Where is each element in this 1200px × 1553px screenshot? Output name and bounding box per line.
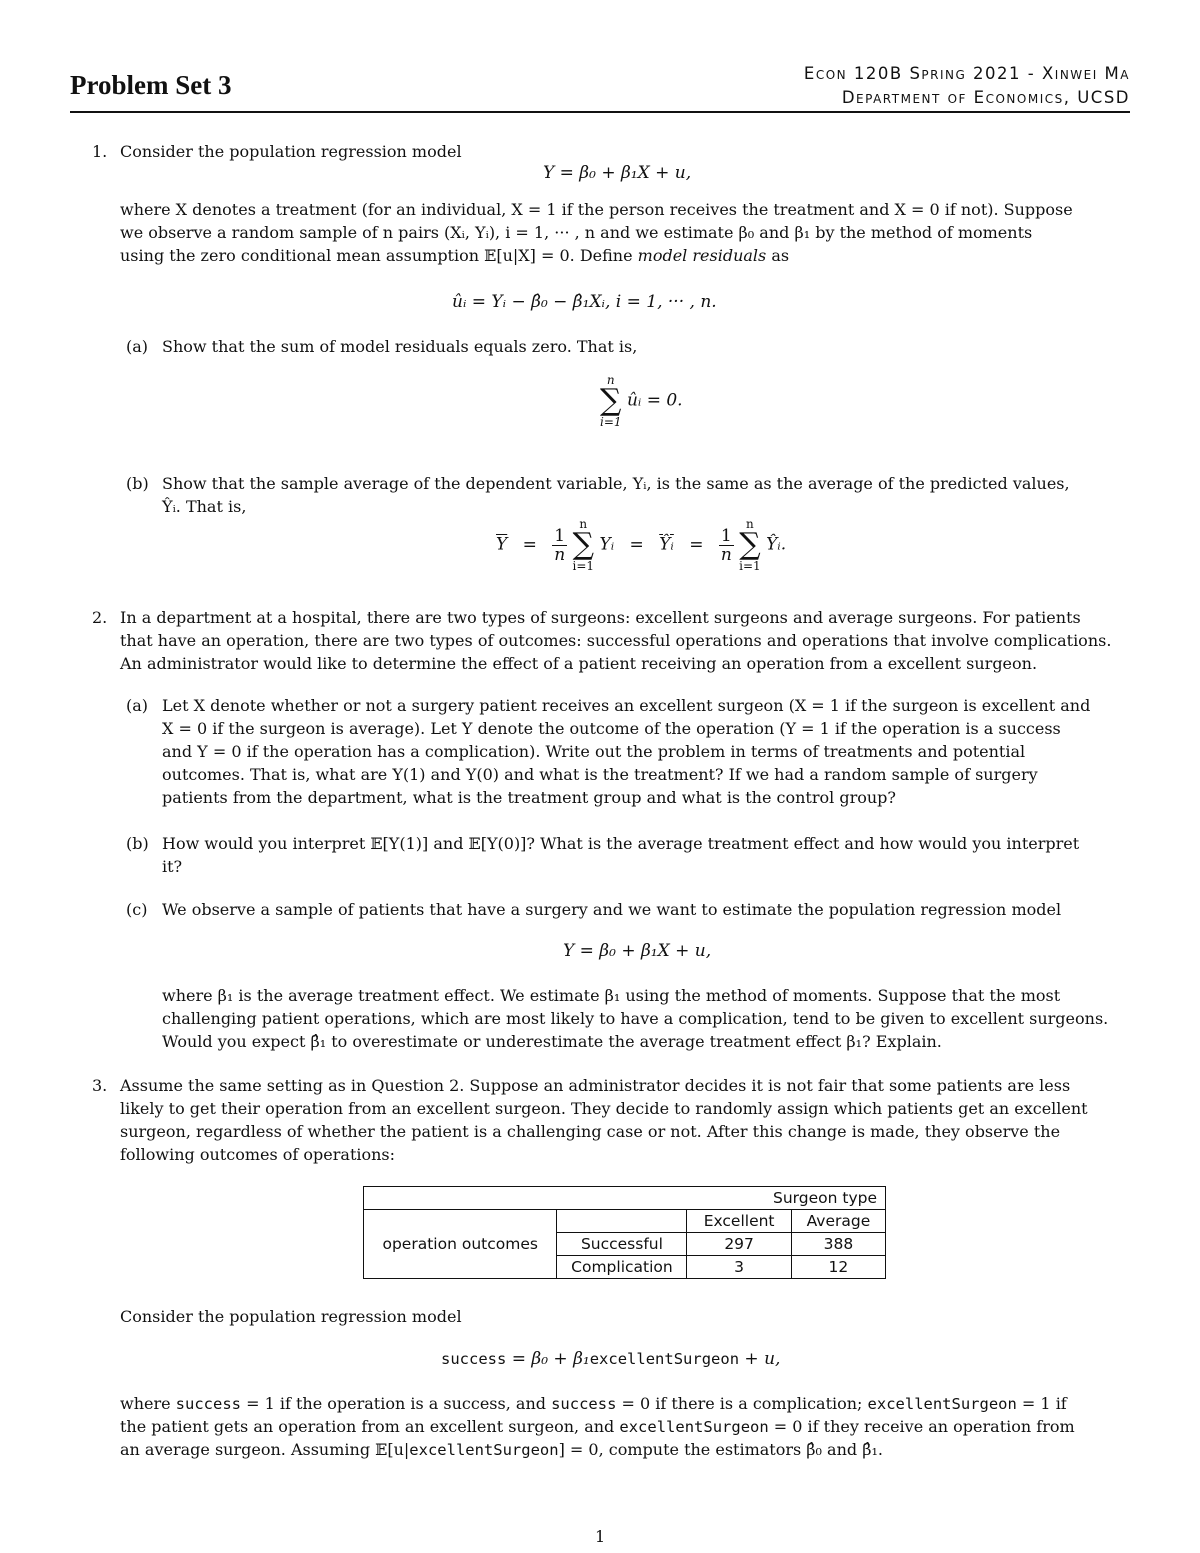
q1-intro: Consider the population regression model [120, 142, 462, 161]
q2c-line-2: where β₁ is the average treatment effect. We estimate β₁ using the method of moments. Suppose that the most [162, 986, 1061, 1005]
q2b-line-1: How would you interpret 𝔼[Y(1)] and 𝔼[Y(0)]? What is the average treatment effect and how would you interpret [162, 834, 1080, 853]
q3-where-line-3: an average surgeon. Assuming 𝔼[u|excellentSurgeon] = 0, compute the estimators β̂₀ and β̂₁. [120, 1440, 883, 1459]
q2-line-1: In a department at a hospital, there are two types of surgeons: excellent surgeons and average surgeons. For patients [120, 608, 1081, 627]
q1a-text: Show that the sum of model residuals equals zero. That is, [162, 337, 638, 356]
q1-model-equation: Y = β₀ + β₁X + u, [543, 163, 692, 183]
table-header-row [364, 1187, 886, 1210]
cell-successful-excellent: 297 [687, 1233, 791, 1256]
page-title: Problem Set 3 [70, 70, 232, 100]
q1-number: 1. [92, 142, 108, 161]
q3-number: 3. [92, 1076, 108, 1095]
row-label-complication: Complication [557, 1256, 687, 1279]
q3-line-3: surgeon, regardless of whether the patient is a challenging case or not. After this change is made, they observe the [120, 1122, 1061, 1141]
q2c-line-1: We observe a sample of patients that have a surgery and we want to estimate the population regression model [162, 900, 1062, 919]
q3-line-5: Consider the population regression model [120, 1307, 462, 1326]
q1-residual-equation: ûᵢ = Yᵢ − β̂₀ − β̂₁Xᵢ, i = 1, ··· , n. [452, 292, 717, 312]
q1b-average-equation: $\overline{Y}$ = $\frac{1}{n}$ n ∑ i=1 Yᵢ = $\overline{Ŷᵢ}$ = $\frac{1}{n}$ n ∑ i=1 Ŷᵢ. [496, 517, 787, 573]
q2b-line-2: it? [162, 857, 183, 876]
table-header-cell: Surgeon type [364, 1187, 886, 1210]
q3-model-equation: success = β₀ + β₁excellentSurgeon + u, [441, 1349, 781, 1369]
q2c-line-4: Would you expect β̂₁ to overestimate or underestimate the average treatment effect β₁? Explain. [162, 1032, 942, 1051]
q1a-sum-equation: n ∑ i=1 ûᵢ = 0. [600, 373, 683, 429]
cell-successful-average: 388 [791, 1233, 885, 1256]
page-number: 1 [595, 1527, 606, 1546]
q2a-line-5: patients from the department, what is the treatment group and what is the control group? [162, 788, 896, 807]
cell-complication-average: 12 [791, 1256, 885, 1279]
q1b-line-1: Show that the sample average of the dependent variable, Yᵢ, is the same as the average of the predicted values, [162, 474, 1070, 493]
course-info: Econ 120B Spring 2021 - Xinwei Ma [803, 64, 1130, 83]
q2b-label: (b) [126, 834, 149, 853]
column-header-excellent: Excellent [687, 1210, 791, 1233]
q3-where-line-2: the patient gets an operation from an excellent surgeon, and excellentSurgeon = 0 if they receive an operation from [120, 1417, 1075, 1436]
q1-line-3: using the zero conditional mean assumption 𝔼[u|X] = 0. Define model residuals as [120, 246, 790, 265]
q2-line-2: that have an operation, there are two types of outcomes: successful operations and operations that involve complications. [120, 631, 1112, 650]
department-info: Department of Economics, UCSD [841, 88, 1130, 107]
q2-line-3: An administrator would like to determine the effect of a patient receiving an operation from a excellent surgeon. [120, 654, 1038, 673]
q2c-label: (c) [126, 900, 148, 919]
q2c-model-equation: Y = β₀ + β₁X + u, [563, 941, 712, 961]
table-row [364, 1210, 886, 1233]
header-rule [70, 111, 1130, 113]
row-label-successful: Successful [557, 1233, 687, 1256]
column-header-average: Average [791, 1210, 885, 1233]
q2a-line-2: X = 0 if the surgeon is average). Let Y denote the outcome of the operation (Y = 1 if the operation is a success [162, 719, 1061, 738]
outcomes-table [363, 1186, 886, 1279]
q1-line-2: we observe a random sample of n pairs (Xᵢ, Yᵢ), i = 1, ··· , n and we estimate β₀ and β₁ by the method of moments [120, 223, 1033, 242]
q2a-line-4: outcomes. That is, what are Y(1) and Y(0) and what is the treatment? If we had a random sample of surgery [162, 765, 1038, 784]
q3-line-4: following outcomes of operations: [120, 1145, 396, 1164]
q2c-line-3: challenging patient operations, which are most likely to have a complication, tend to be given to excellent surgeons. [162, 1009, 1109, 1028]
q3-where-line-1: where success = 1 if the operation is a success, and success = 0 if there is a complication; excellentSurgeon = 1 if [120, 1394, 1067, 1413]
q2a-label: (a) [126, 696, 149, 715]
q1b-label: (b) [126, 474, 149, 493]
row-group-label: operation outcomes [364, 1210, 557, 1279]
q1a-label: (a) [126, 337, 149, 356]
q3-line-1: Assume the same setting as in Question 2. Suppose an administrator decides it is not fair that some patients are less [120, 1076, 1071, 1095]
q3-line-2: likely to get their operation from an excellent surgeon. They decide to randomly assign which patients get an excellent [120, 1099, 1088, 1118]
cell-complication-excellent: 3 [687, 1256, 791, 1279]
q1b-line-2: Ŷᵢ. That is, [162, 497, 247, 516]
q1-line-1: where X denotes a treatment (for an individual, X = 1 if the person receives the treatment and X = 0 if not). Suppose [120, 200, 1073, 219]
table-cell [557, 1210, 687, 1233]
q2-number: 2. [92, 608, 108, 627]
q2a-line-1: Let X denote whether or not a surgery patient receives an excellent surgeon (X = 1 if the surgeon is excellent and [162, 696, 1091, 715]
q2a-line-3: and Y = 0 if the operation has a complication). Write out the problem in terms of treatments and potential [162, 742, 1026, 761]
